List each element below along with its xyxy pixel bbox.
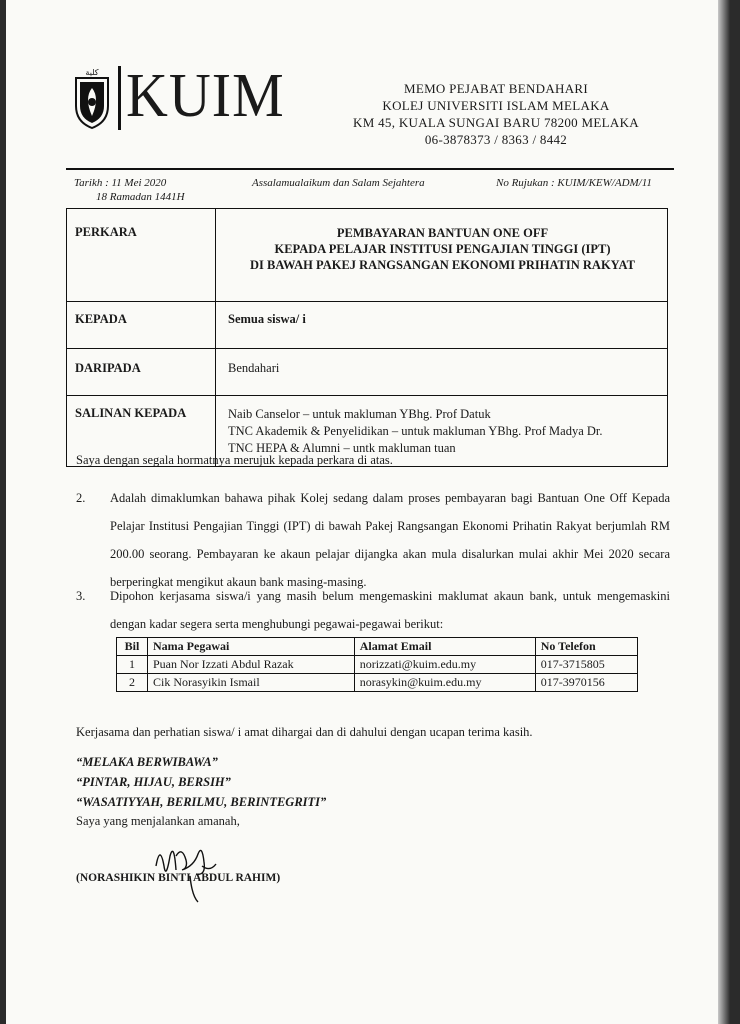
daripada-row bbox=[67, 349, 668, 396]
header-telefon: No Telefon bbox=[535, 638, 637, 656]
header-rule bbox=[66, 168, 674, 170]
institution-name: KOLEJ UNIVERSITI ISLAM MELAKA bbox=[382, 98, 610, 113]
memo-date bbox=[74, 176, 185, 204]
officer-2-email[interactable]: norasykin@kuim.edu.my bbox=[354, 674, 535, 692]
memo-title: MEMO PEJABAT BENDAHARI bbox=[403, 81, 589, 96]
salinan-line-2: TNC Akademik & Penyelidikan – untuk makluman YBhg. Prof Madya Dr. bbox=[228, 424, 603, 438]
officer-2-name: Cik Norasyikin Ismail bbox=[148, 674, 355, 692]
paragraph-3: Dipohon kerjasama siswa/i yang masih belum mengemaskini maklumat akaun bank, untuk mengemaskini dengan kadar segera serta menghubungi pegawai-pegawai berikut: bbox=[110, 589, 670, 631]
motto-1: “MELAKA BERWIBAWA” bbox=[76, 755, 218, 769]
paragraph-2: Adalah dimaklumkan bahawa pihak Kolej sedang dalam proses pembayaran bagi Bantuan One Off Kepada Pelajar Institusi Pengajian Tinggi (IPT) di bawah Pakej Rangsangan Ekonomi Prihatin Rakyat berjumlah RM 200.00 seorang. Pembayaran ke akaun pelajar dijangka akan mula disalurkan mulai akhir Mei 2020 secara berperingkat mengikut akaun bank masing-masing. bbox=[110, 491, 670, 589]
officers-table bbox=[116, 637, 638, 692]
officer-1-name: Puan Nor Izzati Abdul Razak bbox=[148, 656, 355, 674]
kepada-label: KEPADA bbox=[67, 302, 216, 349]
salinan-line-1: Naib Canselor – untuk makluman YBhg. Prof Datuk bbox=[228, 407, 491, 421]
daripada-label: DARIPADA bbox=[67, 349, 216, 396]
closing-paragraph: Kerjasama dan perhatian siswa/ i amat dihargai dan di dahului dengan ucapan terima kasih. bbox=[76, 725, 533, 739]
date-gregorian: Tarikh : 11 Mei 2020 bbox=[74, 177, 167, 189]
signer-name: (NORASHIKIN BINTI ABDUL RAHIM) bbox=[76, 872, 281, 884]
officer-1-phone: 017-3715805 bbox=[535, 656, 637, 674]
perkara-row bbox=[67, 209, 668, 302]
kepada-row bbox=[67, 302, 668, 349]
institution-phone: 06-3878373 / 8363 / 8442 bbox=[424, 132, 568, 147]
kuim-logo-text: KUIM bbox=[126, 59, 285, 130]
perkara-label: PERKARA bbox=[67, 209, 216, 302]
table-row bbox=[117, 674, 638, 692]
intro-paragraph: Saya dengan segala hormatnya merujuk kepada perkara di atas. bbox=[76, 453, 393, 467]
perkara-line-3: DI BAWAH PAKEJ RANGSANGAN EKONOMI PRIHATIN RAKYAT bbox=[250, 258, 635, 272]
salinan-label: SALINAN KEPADA bbox=[67, 396, 216, 467]
institution-address: KM 45, KUALA SUNGAI BARU 78200 MELAKA bbox=[353, 115, 639, 130]
perkara-line-2: KEPADA PELAJAR INSTITUSI PENGAJIAN TINGGI (IPT) bbox=[274, 242, 611, 256]
kuim-crest-logo bbox=[70, 66, 114, 130]
motto-3: “WASATIYYAH, BERILMU, BERINTEGRITI” bbox=[76, 795, 327, 809]
officers-header-row bbox=[117, 638, 638, 656]
date-hijri: 18 Ramadan 1441H bbox=[96, 191, 185, 203]
kepada-value: Semua siswa/ i bbox=[216, 302, 668, 349]
table-row bbox=[117, 656, 638, 674]
crest-arabic-text: كلية bbox=[85, 68, 99, 77]
officer-1-bil: 1 bbox=[117, 656, 148, 674]
header-email: Alamat Email bbox=[354, 638, 535, 656]
para3-number: 3. bbox=[76, 589, 86, 603]
header-nama: Nama Pegawai bbox=[148, 638, 355, 656]
para2-number: 2. bbox=[76, 491, 86, 505]
logo-divider bbox=[118, 66, 121, 130]
officer-2-phone: 017-3970156 bbox=[535, 674, 637, 692]
motto-2: “PINTAR, HIJAU, BERSIH” bbox=[76, 775, 231, 789]
sign-off-text: Saya yang menjalankan amanah, bbox=[76, 814, 240, 828]
daripada-value: Bendahari bbox=[216, 349, 668, 396]
subject-table bbox=[66, 208, 668, 467]
signature-image bbox=[146, 836, 246, 906]
header-bil: Bil bbox=[117, 638, 148, 656]
memo-page bbox=[6, 0, 730, 1024]
officer-1-email[interactable]: norizzati@kuim.edu.my bbox=[354, 656, 535, 674]
salinan-line-3: TNC HEPA & Alumni – untk makluman tuan bbox=[228, 441, 456, 455]
officer-2-bil: 2 bbox=[117, 674, 148, 692]
greeting: Assalamualaikum dan Salam Sejahtera bbox=[252, 177, 425, 189]
perkara-value bbox=[216, 209, 668, 302]
memo-header bbox=[306, 80, 686, 148]
page-edge-shadow bbox=[718, 0, 730, 1024]
reference-number: No Rujukan : KUIM/KEW/ADM/11 bbox=[496, 177, 652, 189]
perkara-line-1: PEMBAYARAN BANTUAN ONE OFF bbox=[336, 226, 549, 240]
